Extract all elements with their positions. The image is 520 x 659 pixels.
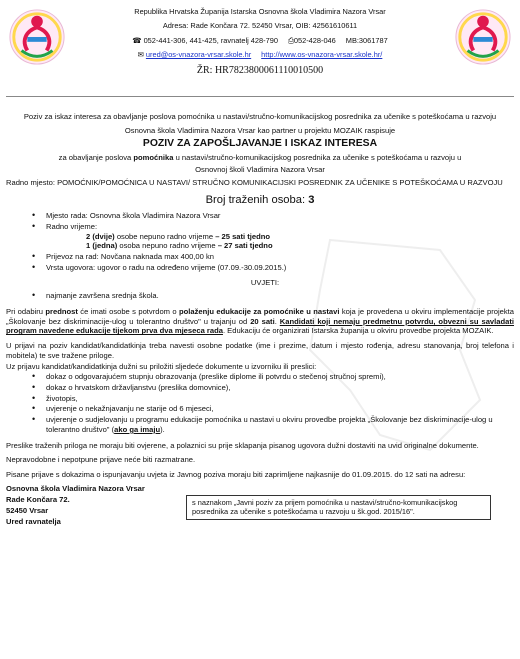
phone-numbers: 052-441-306, 441-425, ravnatelj 428-790 bbox=[143, 35, 278, 45]
purpose-line: za obavljanje poslova pomoćnika u nastavi/stručno-komunikacijskog posrednika za učenike s poteškoćama u razvoju u bbox=[58, 152, 462, 162]
conditions-list bbox=[6, 291, 514, 301]
school-line: Osnovnoj školi Vladimira Nazora Vrsar bbox=[195, 165, 325, 175]
conditions-heading: UVJETI: bbox=[250, 277, 280, 287]
phone-item bbox=[132, 36, 278, 45]
list-item: • dokaz o hrvatskom državljanstvu (preslika domovnice), bbox=[32, 383, 514, 393]
phone-icon: ☎ bbox=[132, 35, 142, 45]
list-item: • najmanje završena srednja škola. bbox=[32, 291, 514, 301]
schedule-line-1: 2 (dvije) osobe nepuno radno vrijeme – 25 sati tjedno bbox=[86, 231, 271, 241]
schedule-line-2: 1 (jedna) osoba nepuno radno vrijeme – 27 sati tjedno bbox=[86, 241, 273, 251]
submission-address: Osnovna škola Vladimira Nazora Vrsar Rade Končara 72. 52450 Vrsar Ured ravnatelja bbox=[6, 483, 145, 526]
job-details-list bbox=[6, 211, 514, 272]
website-link[interactable]: http://www.os-vnazora-vrsar.skole.hr/ bbox=[261, 50, 383, 60]
document-title: POZIV ZA ZAPOŠLJAVANJE I ISKAZ INTERESA bbox=[142, 138, 378, 150]
intro-paragraph: Poziv za iskaz interesa za obavljanje poslova pomoćnika u nastavi/stručno-komunikacijskog posrednika za učenike s poteškoćama u razvoju bbox=[23, 112, 497, 121]
email-link[interactable]: ured@os-vnazora-vrsar.skole.hr bbox=[145, 50, 252, 60]
copies-paragraph: Preslike traženih priloga ne moraju biti ovjerene, a polaznici su prije sklapanja pisanog ugovora dužni dostaviti na uvid originalne dokumente. bbox=[6, 440, 479, 450]
number-of-positions: Broj traženih osoba: 3 bbox=[205, 193, 315, 206]
list-item: • uvjerenje o nekažnjavanju ne starije od 6 mjeseci, bbox=[32, 404, 514, 414]
list-item: • Prijevoz na rad: Novčana naknada max 400,00 kn bbox=[32, 252, 514, 262]
school-logo-right bbox=[454, 8, 512, 66]
header-divider bbox=[6, 96, 514, 97]
list-item: • uvjerenje o sudjelovanju u programu edukacije pomoćnika u nastavi u okviru provedbe projekta „Školovanje bez diskriminacije-ulog u tolerantno društvo" (ako ga imaju). bbox=[32, 415, 514, 434]
list-item: • Vrsta ugovora: ugovor o radu na određeno vrijeme (07.09.-30.09.2015.) bbox=[32, 263, 514, 273]
letterhead-address: Adresa: Rade Končara 72. 52450 Vrsar, OIB: 42561610611 bbox=[162, 21, 358, 31]
envelope-note-box: s naznakom „Javni poziv za prijem pomoćnika u nastavi/stručno-komunikacijskog posrednika za učenike s poteškoćama u razvoju u šk.god. 2015/16". bbox=[186, 495, 491, 520]
fax-number: 052-428-046 bbox=[293, 35, 336, 45]
late-applications-note: Nepravodobne i nepotpune prijave neće biti razmatrane. bbox=[6, 455, 196, 465]
mb-number: MB:3061787 bbox=[345, 35, 388, 45]
documents-list bbox=[6, 372, 514, 434]
bank-account: ŽR: HR7823800061110010500 bbox=[196, 64, 324, 76]
fax-icon: ⎙ bbox=[287, 35, 294, 45]
list-item: • dokaz o odgovarajućem stupnju obrazovanja (preslike diplome ili potvrdu o stečenoj stručnoj spremi), bbox=[32, 372, 514, 382]
list-item: • Mjesto rada: Osnovna škola Vladimira Nazora Vrsar bbox=[32, 211, 514, 221]
letterhead-institution: Republika Hrvatska Županija Istarska Osnovna škola Vladimira Nazora Vrsar bbox=[134, 7, 386, 16]
letterhead-links bbox=[70, 50, 450, 59]
documents-intro: Uz prijavu kandidat/kandidatkinja dužni su priložiti sljedeće dokumente u izvorniku ili preslici: bbox=[6, 361, 317, 371]
letterhead bbox=[70, 7, 450, 83]
preference-paragraph: Pri odabiru prednost će imati osobe s potvrdom o polaženju edukacije za pomoćnike u nastavi koja je provedena u okviru implementacije projekta „Školovanje bez diskriminacije-ulog u tolerantno društvo" u trajanju od 20 sati. Kandidati koji nemaju predmetnu potvrdu, obvezni su savladati program navedene edukacije tijekom prva dva mjeseca rada. Edukaciju će organizirati Istarska županija u okviru provedbe projekta MOZAIK. bbox=[6, 306, 514, 336]
deadline-paragraph: Pisane prijave s dokazima o ispunjavanju uvjeta iz Javnog poziva moraju biti zaprimljene najkasnije do 01.09.2015. do 12 sati na adresu: bbox=[6, 470, 466, 480]
application-paragraph: U prijavi na poziv kandidat/kandidatkinja treba navesti osobne podatke (ime i prezime, datum i mjesto rođenja, adresu stanovanja, broj telefona i mobitela) te sve tražene priloge. bbox=[6, 341, 514, 360]
school-logo-left bbox=[8, 8, 66, 66]
letterhead-contacts bbox=[70, 36, 450, 45]
email-icon: ✉ bbox=[137, 50, 144, 60]
submission-address-block bbox=[6, 483, 514, 527]
job-position: Radno mjesto: POMOĆNIK/POMOĆNICA U NASTAVI/ STRUČNO KOMUNIKACIJSKI POSREDNIK ZA UČENIKE S POTEŠKOĆAMA U RAZVOJU bbox=[6, 178, 503, 188]
list-item: • životopis, bbox=[32, 394, 514, 404]
fax-item bbox=[288, 36, 336, 45]
partner-line: Osnovna škola Vladimira Nazora Vrsar kao partner u projektu MOZAIK raspisuje bbox=[124, 125, 396, 135]
list-item: • Radno vrijeme: 2 (dvije) osobe nepuno radno vrijeme – 25 sati tjedno 1 (jedna) osoba nepuno radno vrijeme – 27 sati tjedno bbox=[32, 222, 514, 251]
document-body bbox=[6, 112, 514, 527]
